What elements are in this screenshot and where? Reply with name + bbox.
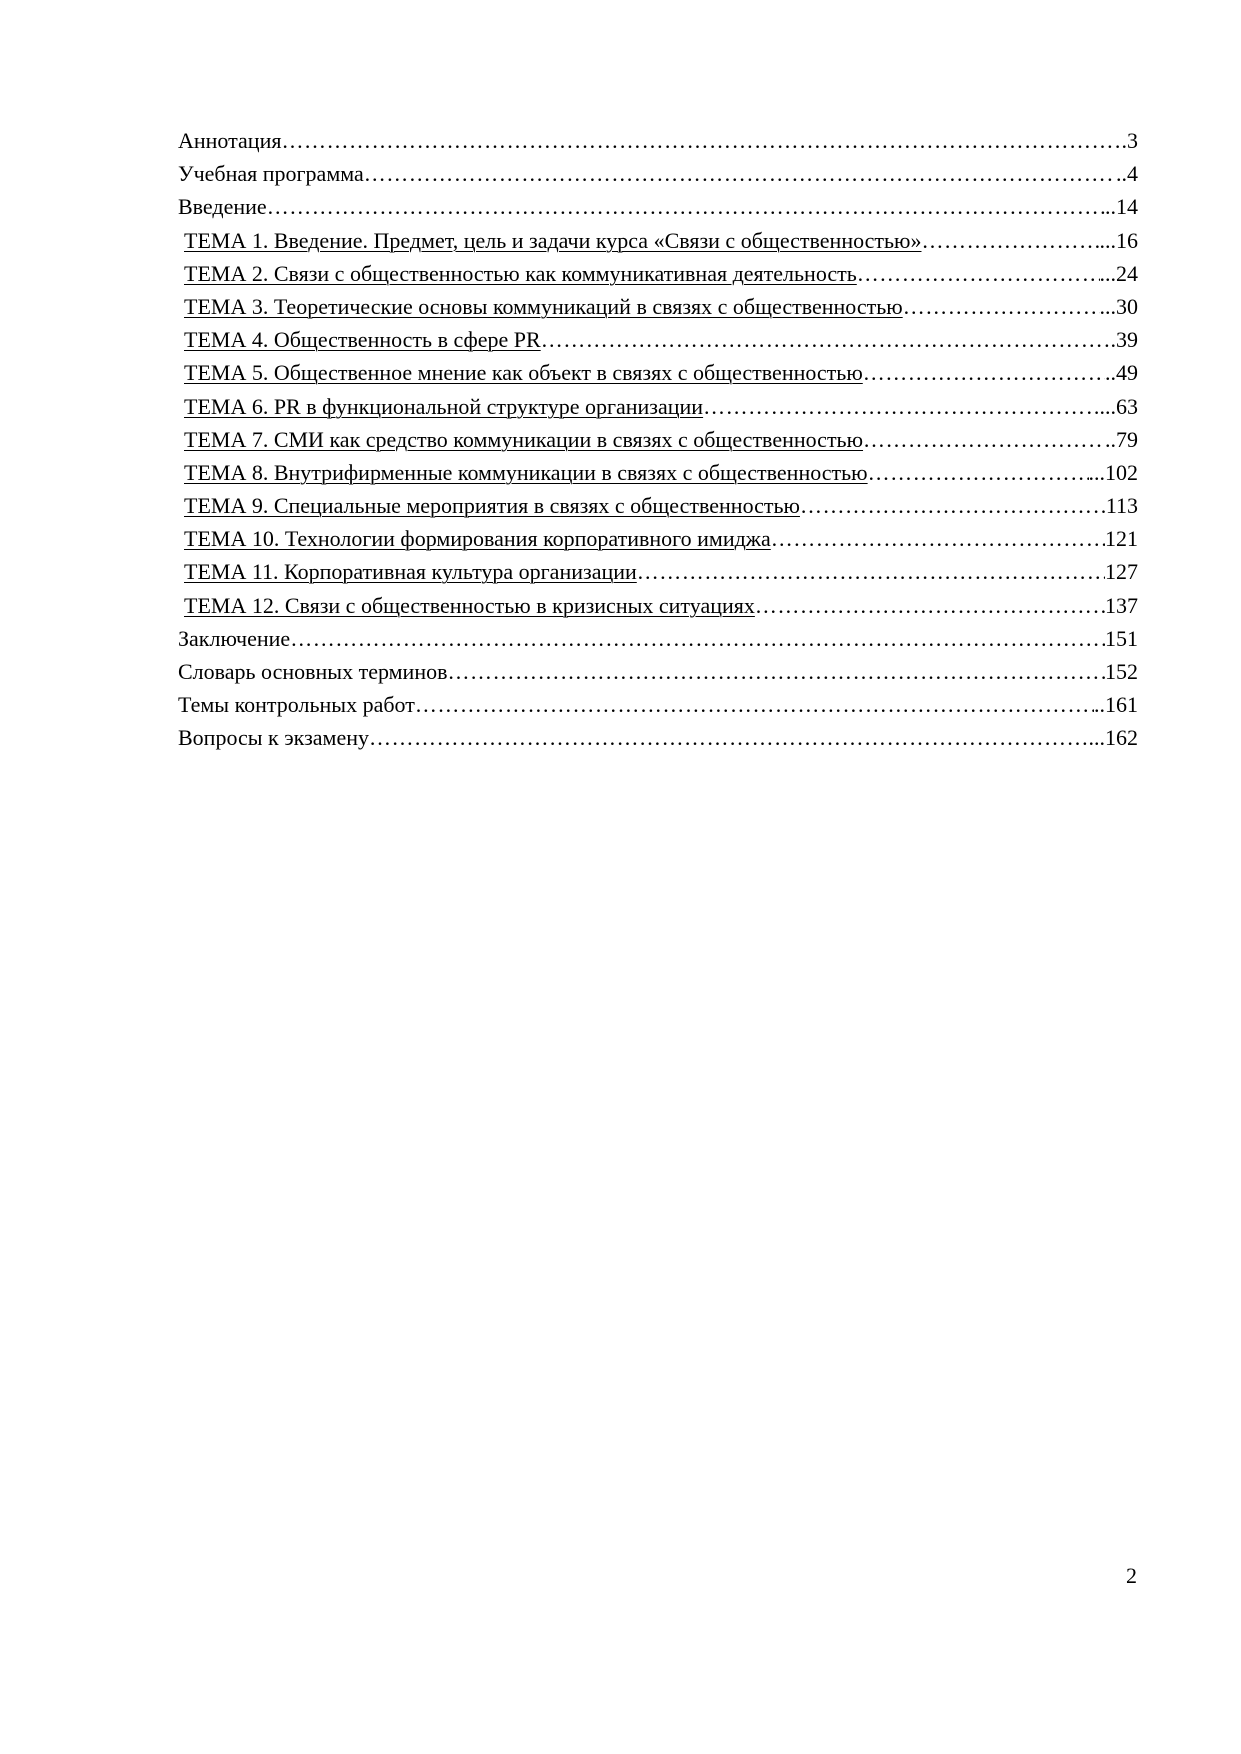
toc-entry-link[interactable]: ТЕМА 4. Общественность в сфере PR xyxy=(184,327,541,353)
toc-entry-link[interactable]: ТЕМА 7. СМИ как средство коммуникации в связях с общественностью xyxy=(184,426,864,452)
toc-dot-leader xyxy=(637,555,1105,588)
toc-entry-page: ...16 xyxy=(1099,227,1138,253)
toc-entry-page: 113 xyxy=(1105,493,1138,519)
toc-entry-conclusion[interactable] xyxy=(178,622,1138,655)
toc-entry-topic-8[interactable] xyxy=(178,456,1138,489)
toc-entry-link[interactable]: ТЕМА 11. Корпоративная культура организации xyxy=(184,559,637,585)
toc-dot-leader xyxy=(868,456,1089,489)
toc-entry-page: .39 xyxy=(1110,327,1138,353)
toc-entry-link[interactable]: ТЕМА 8. Внутрифирменные коммуникации в связях с общественностью xyxy=(184,459,868,485)
toc-dot-leader xyxy=(863,356,1105,389)
toc-entry-topic-5[interactable] xyxy=(178,356,1138,389)
toc-entry-link[interactable]: ТЕМА 9. Специальные мероприятия в связях с общественностью xyxy=(184,493,800,519)
toc-entry-topic-10[interactable] xyxy=(178,522,1138,555)
toc-entry-page: ...24 xyxy=(1099,260,1138,286)
toc-entry-page: .3 xyxy=(1121,128,1138,153)
toc-entry-link[interactable]: ТЕМА 6. PR в функциональной структуре организации xyxy=(184,393,704,419)
toc-entry-page: ...30 xyxy=(1099,293,1138,319)
toc-entry-annotation[interactable] xyxy=(178,124,1138,157)
table-of-contents xyxy=(178,124,1138,755)
toc-entry-link[interactable]: ТЕМА 12. Связи с общественностью в кризисных ситуациях xyxy=(184,592,755,618)
toc-entry-topic-12[interactable] xyxy=(178,589,1138,622)
toc-entry-title: Учебная программа xyxy=(178,161,364,187)
toc-entry-link[interactable]: ТЕМА 2. Связи с общественностью как коммуникативная деятельность xyxy=(184,260,857,286)
toc-dot-leader xyxy=(364,157,1116,190)
toc-entry-topic-4[interactable] xyxy=(178,323,1138,356)
toc-entry-topic-7[interactable] xyxy=(178,423,1138,456)
toc-entry-exam-questions[interactable] xyxy=(178,721,1138,754)
toc-entry-title: Введение xyxy=(178,194,267,220)
toc-dot-leader xyxy=(863,423,1105,456)
toc-entry-title: Заключение xyxy=(178,625,291,651)
toc-dot-leader xyxy=(857,257,1100,290)
toc-dot-leader xyxy=(541,323,1111,356)
toc-entry-topic-6[interactable] xyxy=(178,390,1138,423)
toc-entry-page: ..49 xyxy=(1105,360,1138,386)
toc-entry-glossary[interactable] xyxy=(178,655,1138,688)
toc-entry-page: ...162 xyxy=(1088,725,1138,751)
toc-dot-leader xyxy=(415,688,1094,721)
toc-entry-test-topics[interactable] xyxy=(178,688,1138,721)
toc-entry-page: ..14 xyxy=(1105,194,1138,220)
toc-entry-page: ..161 xyxy=(1094,692,1138,718)
toc-entry-page: 127 xyxy=(1105,559,1138,585)
toc-dot-leader xyxy=(703,390,1099,423)
toc-dot-leader xyxy=(755,589,1105,622)
toc-entry-link[interactable]: ТЕМА 1. Введение. Предмет, цель и задачи курса «Связи с общественностью» xyxy=(184,227,922,253)
toc-entry-title: Темы контрольных работ xyxy=(178,692,415,718)
toc-dot-leader xyxy=(921,224,1099,257)
toc-entry-title: Словарь основных терминов xyxy=(178,659,448,684)
toc-entry-title: Вопросы к экзамену xyxy=(178,725,369,751)
toc-entry-page: 137 xyxy=(1105,592,1138,618)
toc-dot-leader xyxy=(281,124,1121,157)
toc-dot-leader xyxy=(369,721,1089,754)
toc-entry-page: ..4 xyxy=(1116,161,1138,187)
toc-entry-topic-11[interactable] xyxy=(178,555,1138,588)
toc-entry-page: 152 xyxy=(1105,659,1138,684)
page-number: 2 xyxy=(1126,1563,1137,1588)
toc-entry-introduction[interactable] xyxy=(178,190,1138,223)
toc-entry-topic-3[interactable] xyxy=(178,290,1138,323)
toc-entry-page: ...63 xyxy=(1099,393,1138,419)
toc-entry-page: 121 xyxy=(1105,526,1138,552)
toc-entry-curriculum[interactable] xyxy=(178,157,1138,190)
toc-dot-leader xyxy=(267,190,1105,223)
toc-entry-link[interactable]: ТЕМА 3. Теоретические основы коммуникаций в связях с общественностью xyxy=(184,293,903,319)
toc-entry-page: 151 xyxy=(1105,625,1138,651)
toc-dot-leader xyxy=(290,622,1105,655)
toc-dot-leader xyxy=(771,522,1105,555)
toc-entry-page: ..79 xyxy=(1105,426,1138,452)
toc-entry-topic-9[interactable] xyxy=(178,489,1138,522)
toc-entry-topic-2[interactable] xyxy=(178,257,1138,290)
toc-entry-topic-1[interactable] xyxy=(178,224,1138,257)
toc-entry-link[interactable]: ТЕМА 5. Общественное мнение как объект в связях с общественностью xyxy=(184,360,863,386)
toc-entry-link[interactable]: ТЕМА 10. Технологии формирования корпоративного имиджа xyxy=(184,526,771,552)
toc-dot-leader xyxy=(903,290,1100,323)
toc-entry-title: Аннотация xyxy=(178,128,282,153)
toc-dot-leader xyxy=(447,655,1105,688)
toc-dot-leader xyxy=(800,489,1106,522)
toc-entry-page: ...102 xyxy=(1088,459,1138,485)
